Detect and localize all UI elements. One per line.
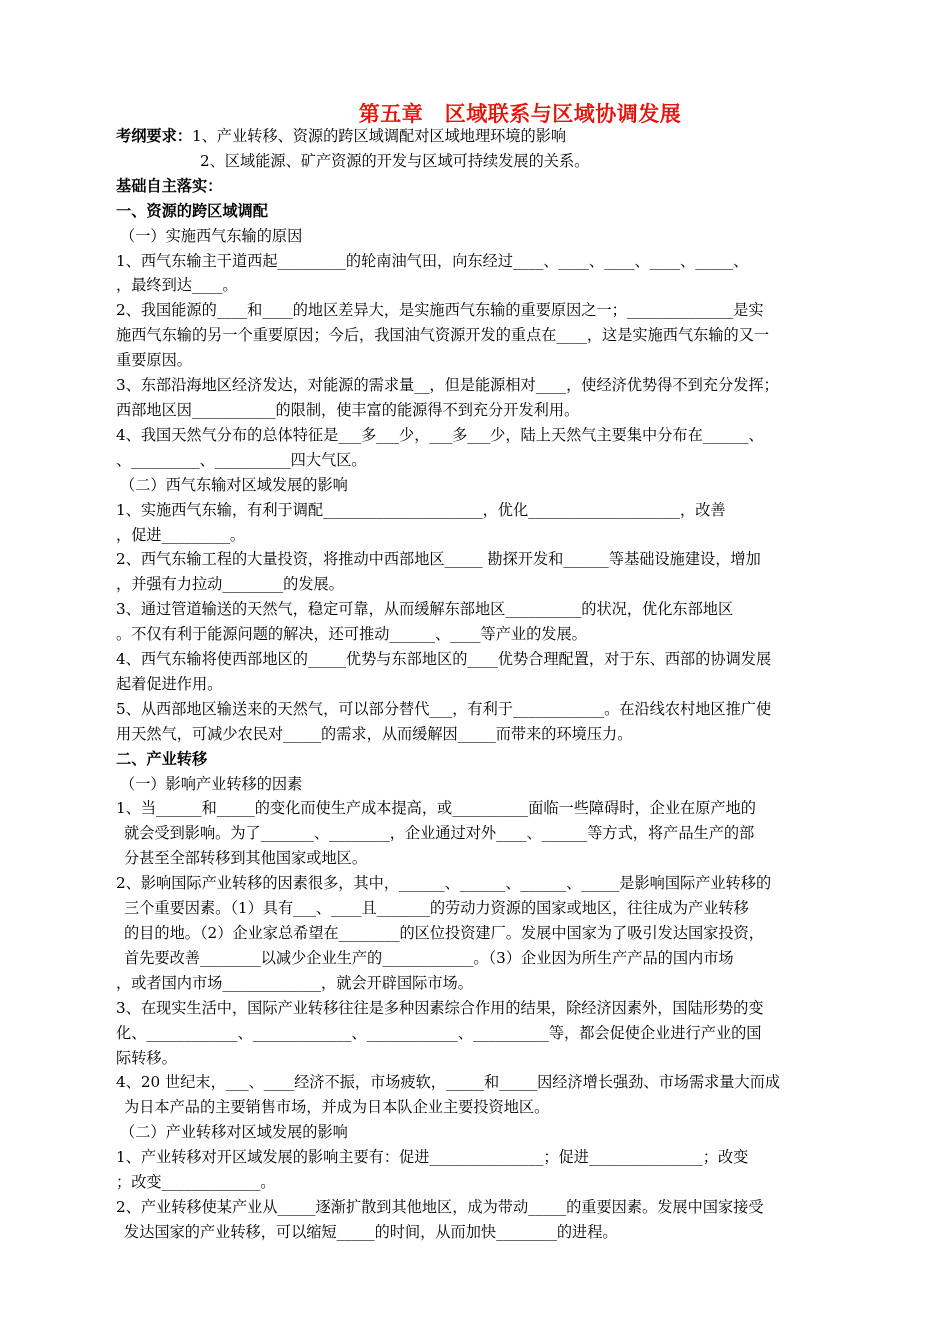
text-line [116, 647, 838, 672]
page-title: 第五章 区域联系与区域协调发展 [358, 102, 682, 126]
line-text: 起着促进作用。 [116, 674, 223, 693]
line-text: （二）产业转移对区域发展的影响 [120, 1123, 348, 1142]
line-text: 3、东部沿海地区经济发达，对能源的需求量__，但是能源相对____，使经济优势得不到充分发挥； [116, 376, 779, 395]
line-text: 3、在现实生活中，国际产业转移往往是多种因素综合作用的结果，除经济因素外，国陆形势的变 [116, 998, 764, 1017]
text-line [116, 124, 838, 149]
text-line [116, 871, 838, 896]
line-text: 2、西气东输工程的大量投资，将推动中西部地区_____ 勘探开发和______等基础设施建设，增加 [116, 550, 761, 569]
line-text: ，最终到达____。 [116, 276, 238, 295]
line-text: 基础自主落实： [116, 176, 223, 195]
line-text: 分甚至全部转移到其他国家或地区。 [124, 849, 367, 868]
line-text: 2、产业转移使某产业从_____逐渐扩散到其他地区，成为带动_____的重要因素。发展中国家接受 [116, 1197, 764, 1216]
text-line [116, 1070, 838, 1095]
text-line [116, 1145, 838, 1170]
line-text: 2、影响国际产业转移的因素很多，其中，______、______、______、_____是影响国际产业转移的 [116, 874, 772, 893]
line-text: 首先要改善________以减少企业生产的____________。（3）企业因为所生产产品的国内市场 [124, 948, 734, 967]
text-line [116, 946, 838, 971]
line-text: 的目的地。（2）企业家总希望在________的区位投资建厂。发展中国家为了吸引发达国家投资， [124, 924, 764, 942]
subsection-heading [116, 473, 838, 498]
text-line [116, 622, 838, 647]
label-bold: 考纲要求： [116, 127, 192, 145]
text-line [116, 1220, 838, 1245]
line-text: 4、20 世纪末，___、____经济不振，市场疲软，_____和_____因经济增长强劲、市场需求量大而成 [116, 1073, 781, 1092]
line-text: ；改变_____________。 [116, 1173, 276, 1192]
line-text: 发达国家的产业转移，可以缩短_____的时间，从而加快________的进程。 [124, 1222, 618, 1241]
section-heading [116, 747, 838, 772]
text-line [116, 672, 838, 697]
line-text: 、_________、__________四大气区。 [116, 450, 367, 469]
line-text: （二）西气东输对区域发展的影响 [120, 475, 348, 494]
line-text: 用天然气，可减少农民对_____的需求，从而缓解因_____而带来的环境压力。 [116, 724, 633, 743]
text-line [116, 273, 838, 298]
section-heading [116, 199, 838, 224]
text-line [116, 1021, 838, 1046]
line-text: 化、____________、_____________、____________、__________等，都会促使企业进行产业的国 [116, 1023, 762, 1042]
line-text: 1、产业转移、资源的跨区域调配对区域地理环境的影响 [191, 127, 567, 145]
text-line [116, 1095, 838, 1120]
text-line [116, 423, 838, 448]
text-line [116, 448, 838, 473]
text-line [116, 921, 838, 946]
line-text: 1、西气东输主干道西起_________的轮南油气田，向东经过____、____、____、____、_____、 [116, 251, 749, 270]
line-text: ，或者国内市场_____________，就会开辟国际市场。 [116, 973, 473, 992]
text-line [116, 298, 838, 323]
line-text: 重要原因。 [116, 351, 192, 370]
line-text: 2、我国能源的____和____的地区差异大，是实施西气东输的重要原因之一；______________是实 [116, 301, 764, 320]
subsection-heading [116, 224, 838, 249]
document-body [116, 124, 838, 1245]
text-line [116, 1170, 838, 1195]
text-line [116, 373, 838, 398]
line-text: 。不仅有利于能源问题的解决，还可推动______、____等产业的发展。 [116, 625, 587, 644]
text-line [116, 697, 838, 722]
line-text: （一）实施西气东输的原因 [120, 226, 303, 245]
text-line [116, 498, 838, 523]
text-line [116, 996, 838, 1021]
text-line [116, 323, 838, 348]
line-text: 1、产业转移对开区域发展的影响主要有：促进_______________；促进_______________；改变 [116, 1148, 749, 1167]
subsection-heading [116, 772, 838, 797]
line-text: 4、西气东输将使西部地区的_____优势与东部地区的____优势合理配置，对于东、西部的协调发展 [116, 650, 772, 669]
text-line [116, 971, 838, 996]
line-text: 施西气东输的另一个重要原因；今后，我国油气资源开发的重点在____，这是实施西气东输的又一 [116, 326, 770, 345]
line-text: ，并强有力拉动________的发展。 [116, 575, 344, 594]
text-line [116, 249, 838, 274]
line-text: 1、当______和_____的变化而使生产成本提高，或__________面临一些障碍时，企业在原产地的 [116, 799, 756, 818]
text-line [116, 846, 838, 871]
line-text: 3、通过管道输送的天然气，稳定可靠，从而缓解东部地区__________的状况，优化东部地区 [116, 600, 734, 619]
text-line [116, 523, 838, 548]
text-line [116, 547, 838, 572]
line-text: （一）影响产业转移的因素 [120, 774, 303, 793]
line-text: 2、区域能源、矿产资源的开发与区域可持续发展的关系。 [200, 151, 590, 170]
text-line [116, 896, 838, 921]
line-text: 西部地区因___________的限制，使丰富的能源得不到充分开发利用。 [116, 400, 580, 419]
text-line [116, 1195, 838, 1220]
line-text: 5、从西部地区输送来的天然气，可以部分替代___，有利于____________。在沿线农村地区推广使 [116, 699, 772, 718]
text-line [116, 398, 838, 423]
line-text: 为日本产品的主要销售市场，并成为日本队企业主要投资地区。 [124, 1098, 550, 1117]
line-text: 二、产业转移 [116, 749, 208, 768]
line-text: 就会受到影响。为了_______、________，企业通过对外____、______等方式，将产品生产的部 [124, 824, 755, 843]
text-line [116, 821, 838, 846]
line-text: 一、资源的跨区域调配 [116, 201, 268, 220]
text-line [116, 597, 838, 622]
text-line [116, 149, 838, 174]
line-text: ，促进_________。 [116, 525, 246, 544]
line-text: 1、实施西气东输，有利于调配_____________________，优化____________________，改善 [116, 500, 726, 519]
section-heading [116, 174, 838, 199]
text-line [116, 796, 838, 821]
subsection-heading [116, 1120, 838, 1145]
line-text: 三个重要因素。（1）具有___、____且_______的劳动力资源的国家或地区，往往成为产业转移 [124, 899, 749, 918]
text-line [116, 722, 838, 747]
text-line [116, 572, 838, 597]
text-line [116, 348, 838, 373]
line-text: 际转移。 [116, 1048, 177, 1067]
text-line [116, 1046, 838, 1071]
line-text: 4、我国天然气分布的总体特征是___多___少，___多___少，陆上天然气主要集中分布在______、 [116, 425, 764, 444]
